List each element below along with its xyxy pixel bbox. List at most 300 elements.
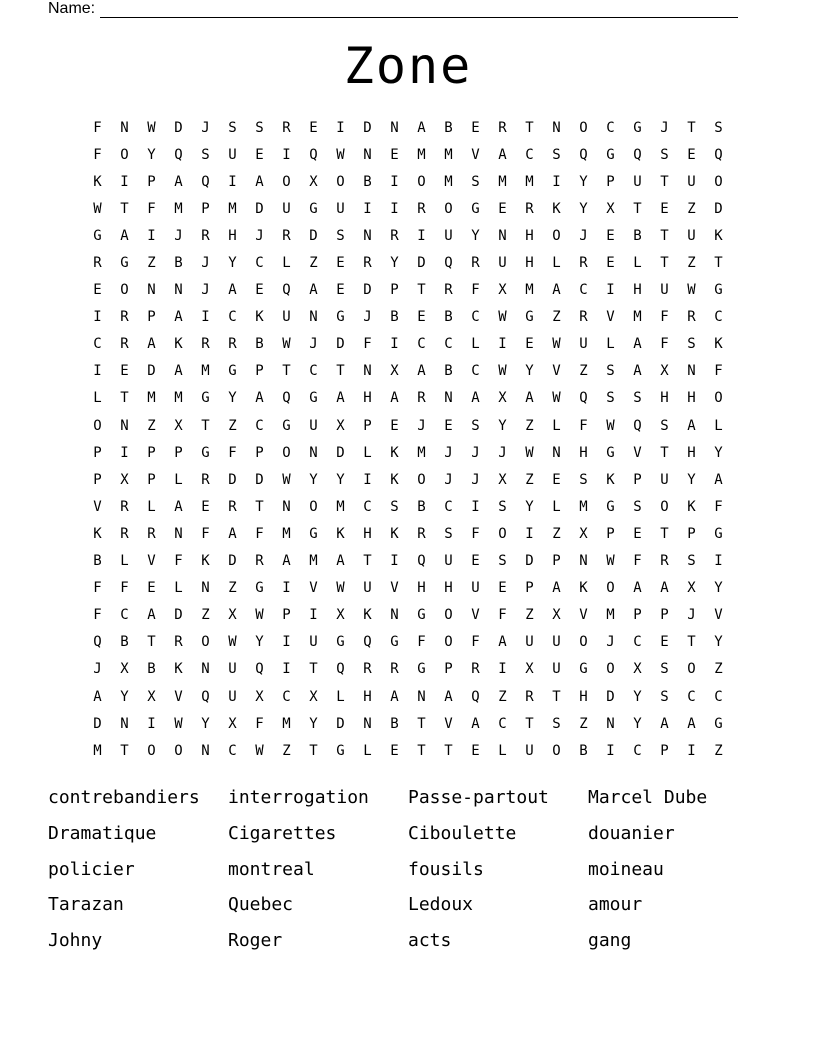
grid-letter: V: [147, 553, 156, 570]
grid-letter: C: [228, 309, 237, 326]
grid-letter: K: [687, 498, 696, 515]
grid-letter: J: [444, 444, 453, 461]
grid-letter: U: [660, 471, 669, 488]
grid-letter: W: [552, 390, 561, 407]
grid-letter: E: [417, 309, 426, 326]
grid-letter: M: [525, 282, 534, 299]
grid-letter: F: [93, 146, 102, 163]
grid-letter: G: [282, 417, 291, 434]
grid-letter: U: [471, 580, 480, 597]
grid-letter: E: [390, 146, 399, 163]
grid-letter: N: [201, 661, 210, 678]
grid-letter: L: [498, 742, 507, 759]
grid-letter: Y: [228, 255, 237, 272]
grid-letter: I: [363, 471, 372, 488]
grid-letter: X: [228, 715, 237, 732]
grid-letter: F: [714, 498, 723, 515]
grid-letter: A: [228, 525, 237, 542]
grid-letter: R: [120, 309, 129, 326]
grid-letter: K: [174, 336, 183, 353]
grid-letter: I: [471, 498, 480, 515]
grid-letter: Z: [228, 417, 237, 434]
word-list-item: Ciboulette: [408, 822, 517, 844]
grid-letter: O: [282, 444, 291, 461]
grid-letter: I: [282, 661, 291, 678]
grid-letter: M: [498, 173, 507, 190]
grid-letter: H: [444, 580, 453, 597]
grid-letter: A: [147, 607, 156, 624]
grid-letter: T: [309, 742, 318, 759]
grid-letter: G: [525, 309, 534, 326]
grid-letter: R: [579, 309, 588, 326]
grid-letter: V: [606, 309, 615, 326]
grid-row: [84, 710, 732, 737]
grid-letter: E: [687, 146, 696, 163]
grid-letter: G: [336, 309, 345, 326]
grid-letter: X: [174, 417, 183, 434]
grid-letter: F: [660, 336, 669, 353]
grid-letter: E: [471, 119, 480, 136]
grid-letter: T: [417, 742, 426, 759]
grid-letter: S: [552, 146, 561, 163]
grid-letter: M: [444, 173, 453, 190]
grid-letter: K: [363, 607, 372, 624]
grid-letter: K: [390, 444, 399, 461]
grid-letter: J: [201, 255, 210, 272]
grid-letter: Y: [714, 444, 723, 461]
grid-row: [84, 629, 732, 656]
grid-letter: F: [93, 580, 102, 597]
grid-letter: C: [444, 336, 453, 353]
grid-letter: A: [444, 688, 453, 705]
grid-letter: P: [606, 525, 615, 542]
grid-letter: G: [336, 634, 345, 651]
grid-letter: F: [120, 580, 129, 597]
grid-row: [84, 493, 732, 520]
grid-letter: P: [606, 173, 615, 190]
grid-letter: X: [255, 688, 264, 705]
grid-letter: P: [255, 363, 264, 380]
grid-letter: G: [714, 282, 723, 299]
grid-letter: S: [201, 146, 210, 163]
grid-letter: L: [471, 336, 480, 353]
grid-letter: Y: [336, 471, 345, 488]
grid-letter: E: [120, 363, 129, 380]
grid-letter: V: [471, 607, 480, 624]
grid-letter: Y: [687, 471, 696, 488]
grid-letter: N: [147, 282, 156, 299]
grid-letter: R: [120, 525, 129, 542]
grid-letter: C: [687, 688, 696, 705]
grid-letter: O: [579, 119, 588, 136]
grid-letter: U: [363, 580, 372, 597]
grid-letter: W: [255, 607, 264, 624]
grid-letter: R: [120, 498, 129, 515]
grid-letter: Z: [525, 471, 534, 488]
grid-letter: X: [336, 607, 345, 624]
grid-letter: W: [552, 336, 561, 353]
grid-letter: A: [552, 580, 561, 597]
grid-letter: S: [660, 146, 669, 163]
grid-letter: I: [93, 309, 102, 326]
grid-letter: S: [498, 553, 507, 570]
grid-letter: C: [633, 742, 642, 759]
grid-letter: D: [417, 255, 426, 272]
grid-letter: K: [93, 525, 102, 542]
grid-letter: F: [417, 634, 426, 651]
grid-letter: F: [174, 553, 183, 570]
grid-letter: U: [444, 227, 453, 244]
grid-letter: H: [579, 444, 588, 461]
grid-letter: A: [498, 634, 507, 651]
grid-letter: I: [606, 282, 615, 299]
grid-letter: T: [417, 282, 426, 299]
grid-letter: A: [417, 363, 426, 380]
grid-letter: F: [660, 309, 669, 326]
grid-letter: R: [201, 471, 210, 488]
grid-letter: E: [606, 255, 615, 272]
grid-letter: T: [309, 661, 318, 678]
grid-letter: Q: [579, 146, 588, 163]
grid-letter: W: [498, 363, 507, 380]
grid-letter: Q: [255, 661, 264, 678]
grid-letter: F: [228, 444, 237, 461]
grid-letter: V: [309, 580, 318, 597]
grid-letter: T: [660, 255, 669, 272]
grid-letter: A: [228, 282, 237, 299]
grid-letter: R: [363, 255, 372, 272]
grid-letter: W: [174, 715, 183, 732]
grid-letter: Y: [120, 688, 129, 705]
grid-letter: T: [552, 688, 561, 705]
grid-letter: J: [201, 282, 210, 299]
grid-letter: M: [201, 363, 210, 380]
grid-letter: C: [471, 363, 480, 380]
grid-letter: K: [201, 553, 210, 570]
grid-letter: T: [714, 255, 723, 272]
word-list-item: Passe-partout: [408, 787, 549, 808]
grid-letter: E: [498, 580, 507, 597]
grid-letter: K: [714, 336, 723, 353]
grid-letter: Y: [309, 715, 318, 732]
grid-letter: M: [444, 146, 453, 163]
grid-letter: A: [120, 227, 129, 244]
grid-letter: A: [174, 363, 183, 380]
grid-letter: P: [201, 200, 210, 217]
grid-letter: W: [687, 282, 696, 299]
grid-letter: G: [714, 715, 723, 732]
grid-letter: S: [606, 390, 615, 407]
grid-letter: F: [471, 282, 480, 299]
grid-letter: Z: [552, 525, 561, 542]
grid-letter: P: [147, 309, 156, 326]
grid-letter: R: [363, 661, 372, 678]
grid-letter: F: [714, 363, 723, 380]
grid-letter: F: [363, 336, 372, 353]
grid-letter: N: [282, 498, 291, 515]
word-list-item: Cigarettes: [228, 822, 337, 844]
grid-letter: F: [579, 417, 588, 434]
grid-letter: O: [606, 580, 615, 597]
grid-row: [84, 195, 732, 222]
grid-letter: B: [444, 309, 453, 326]
grid-letter: A: [174, 498, 183, 515]
grid-letter: K: [579, 580, 588, 597]
grid-letter: A: [660, 580, 669, 597]
grid-letter: Q: [201, 173, 210, 190]
grid-letter: B: [444, 363, 453, 380]
grid-letter: L: [714, 417, 723, 434]
grid-letter: L: [552, 255, 561, 272]
grid-letter: X: [309, 688, 318, 705]
grid-letter: T: [687, 119, 696, 136]
grid-letter: N: [120, 715, 129, 732]
grid-letter: E: [498, 200, 507, 217]
grid-letter: H: [687, 444, 696, 461]
grid-letter: G: [336, 742, 345, 759]
grid-letter: I: [228, 173, 237, 190]
grid-letter: Q: [336, 661, 345, 678]
grid-letter: Y: [309, 471, 318, 488]
grid-letter: H: [363, 525, 372, 542]
grid-letter: L: [282, 255, 291, 272]
grid-letter: I: [147, 715, 156, 732]
grid-letter: Y: [714, 580, 723, 597]
grid-letter: O: [444, 634, 453, 651]
grid-letter: C: [309, 363, 318, 380]
grid-letter: D: [174, 607, 183, 624]
grid-letter: A: [255, 173, 264, 190]
grid-letter: V: [174, 688, 183, 705]
grid-letter: X: [336, 417, 345, 434]
grid-letter: P: [390, 282, 399, 299]
grid-letter: J: [471, 471, 480, 488]
grid-letter: J: [363, 309, 372, 326]
grid-letter: W: [498, 309, 507, 326]
grid-letter: E: [660, 200, 669, 217]
grid-letter: U: [687, 173, 696, 190]
page-title: Zone: [343, 37, 473, 95]
grid-letter: X: [390, 363, 399, 380]
grid-letter: B: [390, 715, 399, 732]
grid-letter: C: [444, 498, 453, 515]
grid-letter: Z: [201, 607, 210, 624]
grid-letter: B: [363, 173, 372, 190]
grid-letter: K: [390, 471, 399, 488]
grid-letter: N: [552, 119, 561, 136]
grid-letter: F: [471, 634, 480, 651]
grid-letter: O: [417, 471, 426, 488]
grid-letter: Z: [714, 661, 723, 678]
grid-letter: S: [660, 688, 669, 705]
grid-row: [84, 466, 732, 493]
grid-letter: R: [93, 255, 102, 272]
grid-letter: K: [714, 227, 723, 244]
grid-letter: N: [363, 227, 372, 244]
grid-letter: W: [282, 336, 291, 353]
grid-letter: F: [93, 607, 102, 624]
grid-letter: I: [390, 200, 399, 217]
grid-letter: A: [93, 688, 102, 705]
grid-letter: O: [309, 498, 318, 515]
grid-letter: T: [120, 390, 129, 407]
grid-letter: C: [120, 607, 129, 624]
grid-letter: U: [633, 173, 642, 190]
grid-letter: Q: [444, 255, 453, 272]
grid-letter: L: [363, 742, 372, 759]
grid-letter: O: [174, 742, 183, 759]
grid-letter: R: [120, 336, 129, 353]
grid-letter: U: [498, 255, 507, 272]
grid-letter: Y: [498, 417, 507, 434]
grid-letter: T: [120, 200, 129, 217]
grid-letter: V: [552, 363, 561, 380]
grid-letter: N: [363, 146, 372, 163]
grid-letter: L: [552, 417, 561, 434]
grid-letter: N: [390, 607, 399, 624]
grid-letter: F: [93, 119, 102, 136]
grid-letter: D: [174, 119, 183, 136]
grid-letter: T: [444, 742, 453, 759]
grid-letter: U: [660, 282, 669, 299]
grid-letter: A: [498, 146, 507, 163]
grid-letter: Q: [579, 390, 588, 407]
grid-letter: A: [687, 417, 696, 434]
grid-letter: N: [174, 282, 183, 299]
grid-letter: O: [201, 634, 210, 651]
grid-letter: T: [660, 173, 669, 190]
grid-letter: U: [444, 553, 453, 570]
grid-letter: I: [552, 173, 561, 190]
grid-letter: U: [309, 417, 318, 434]
grid-letter: T: [282, 363, 291, 380]
grid-letter: R: [579, 255, 588, 272]
grid-row: [84, 141, 732, 168]
grid-letter: R: [471, 255, 480, 272]
grid-letter: Y: [579, 173, 588, 190]
grid-letter: A: [255, 390, 264, 407]
grid-letter: L: [336, 688, 345, 705]
grid-letter: M: [417, 444, 426, 461]
grid-letter: Y: [714, 634, 723, 651]
grid-letter: W: [606, 553, 615, 570]
grid-letter: E: [471, 742, 480, 759]
grid-row: [84, 520, 732, 547]
grid-letter: J: [471, 444, 480, 461]
grid-letter: E: [660, 634, 669, 651]
word-list-item: montreal: [228, 858, 315, 880]
grid-letter: Z: [579, 715, 588, 732]
grid-row: [84, 548, 732, 575]
grid-letter: A: [336, 390, 345, 407]
grid-letter: M: [93, 742, 102, 759]
grid-letter: G: [93, 227, 102, 244]
grid-letter: S: [633, 390, 642, 407]
grid-letter: I: [417, 227, 426, 244]
grid-letter: I: [714, 553, 723, 570]
grid-letter: X: [660, 363, 669, 380]
grid-letter: M: [525, 173, 534, 190]
grid-letter: C: [525, 146, 534, 163]
grid-letter: S: [552, 715, 561, 732]
grid-letter: N: [120, 417, 129, 434]
grid-letter: Z: [147, 417, 156, 434]
grid-letter: N: [201, 580, 210, 597]
grid-letter: R: [147, 525, 156, 542]
grid-letter: A: [552, 282, 561, 299]
grid-letter: D: [606, 688, 615, 705]
grid-letter: X: [120, 661, 129, 678]
grid-letter: P: [444, 661, 453, 678]
grid-letter: R: [228, 336, 237, 353]
grid-letter: G: [714, 525, 723, 542]
grid-letter: P: [282, 607, 291, 624]
grid-letter: W: [336, 146, 345, 163]
grid-letter: K: [336, 525, 345, 542]
grid-letter: A: [687, 715, 696, 732]
grid-letter: B: [417, 498, 426, 515]
grid-letter: P: [93, 444, 102, 461]
grid-letter: I: [687, 742, 696, 759]
grid-letter: S: [606, 363, 615, 380]
grid-letter: T: [525, 715, 534, 732]
grid-letter: N: [201, 742, 210, 759]
grid-letter: M: [336, 498, 345, 515]
grid-letter: B: [390, 309, 399, 326]
grid-letter: W: [282, 471, 291, 488]
grid-letter: M: [309, 553, 318, 570]
grid-letter: Q: [417, 553, 426, 570]
grid-letter: D: [363, 282, 372, 299]
grid-letter: A: [147, 336, 156, 353]
grid-letter: H: [660, 390, 669, 407]
grid-letter: R: [525, 688, 534, 705]
grid-letter: R: [498, 119, 507, 136]
word-search-grid: [84, 114, 732, 764]
grid-letter: O: [417, 173, 426, 190]
grid-letter: P: [147, 173, 156, 190]
grid-letter: M: [228, 200, 237, 217]
grid-letter: R: [444, 282, 453, 299]
grid-letter: Y: [255, 634, 264, 651]
grid-letter: I: [336, 119, 345, 136]
grid-letter: N: [120, 119, 129, 136]
grid-letter: Z: [228, 580, 237, 597]
grid-letter: O: [606, 661, 615, 678]
grid-letter: C: [255, 417, 264, 434]
grid-letter: X: [498, 471, 507, 488]
grid-letter: G: [579, 661, 588, 678]
grid-letter: C: [255, 255, 264, 272]
grid-letter: Z: [687, 255, 696, 272]
grid-letter: U: [579, 336, 588, 353]
grid-letter: R: [201, 336, 210, 353]
grid-letter: Y: [201, 715, 210, 732]
grid-letter: N: [579, 553, 588, 570]
grid-letter: T: [660, 444, 669, 461]
grid-letter: Q: [282, 390, 291, 407]
grid-letter: L: [93, 390, 102, 407]
word-list-item: fousils: [408, 858, 484, 880]
grid-letter: K: [93, 173, 102, 190]
grid-letter: K: [390, 525, 399, 542]
grid-letter: O: [444, 200, 453, 217]
grid-letter: D: [714, 200, 723, 217]
grid-letter: O: [660, 498, 669, 515]
grid-letter: I: [282, 146, 291, 163]
grid-letter: A: [282, 553, 291, 570]
grid-letter: Y: [471, 227, 480, 244]
